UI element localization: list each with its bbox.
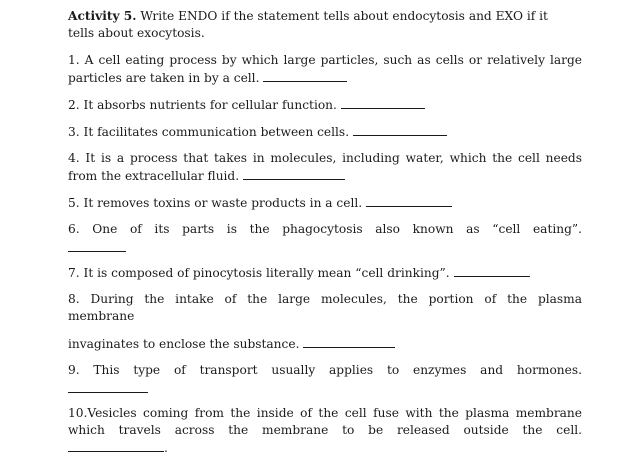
item-4-line-1: 4. It is a process that takes in molecules, including water, which the cell needs xyxy=(68,151,582,165)
activity-instructions-cont: tells about exocytosis. xyxy=(68,26,205,40)
item-5-text: 5. It removes toxins or waste products in a cell. xyxy=(68,196,363,210)
item-6: 6. One of its parts is the phagocytosis also known as “cell eating”. xyxy=(68,222,582,236)
item-8-answer-blank[interactable] xyxy=(303,335,395,348)
activity-instructions-text: Write ENDO if the statement tells about endocytosis and EXO if it xyxy=(140,9,548,23)
item-3 xyxy=(68,123,582,142)
item-3-answer-blank[interactable] xyxy=(353,123,447,136)
item-5-answer-blank[interactable] xyxy=(366,194,452,207)
item-3-text: 3. It facilitates communication between cells. xyxy=(68,125,350,139)
item-2-text: 2. It absorbs nutrients for cellular function. xyxy=(68,98,337,112)
item-2-answer-blank[interactable] xyxy=(341,96,425,109)
item-4-answer-blank[interactable] xyxy=(243,167,345,180)
item-7 xyxy=(68,264,582,283)
activity-instructions xyxy=(68,8,582,26)
item-7-text: 7. It is composed of pinocytosis literally mean “cell drinking”. xyxy=(68,266,450,280)
item-1-line-2 xyxy=(68,69,582,88)
item-10-end-period: . xyxy=(164,441,168,455)
item-8-text: invaginates to enclose the substance. xyxy=(68,337,300,351)
item-8-line-1: 8. During the intake of the large molecules, the portion of the plasma xyxy=(68,292,582,306)
item-2 xyxy=(68,96,582,115)
item-4-line-2 xyxy=(68,167,582,186)
item-9: 9. This type of transport usually applies to enzymes and hormones. xyxy=(68,363,582,377)
activity-label: Activity 5. xyxy=(68,9,137,23)
item-8-line-2: membrane xyxy=(68,309,135,323)
item-4-text: from the extracellular fluid. xyxy=(68,169,240,183)
item-8-line-3 xyxy=(68,335,582,354)
item-10-line-1: 10.Vesicles coming from the inside of the cell fuse with the plasma membrane xyxy=(68,406,582,420)
item-10-line-2: which travels across the membrane to be released outside the cell. xyxy=(68,423,582,437)
item-6-answer-blank[interactable] xyxy=(68,251,126,252)
item-1-line-1: 1. A cell eating process by which large particles, such as cells or relatively large xyxy=(68,53,582,67)
item-9-answer-blank[interactable] xyxy=(68,392,148,393)
item-7-answer-blank[interactable] xyxy=(454,264,530,277)
item-10-answer-blank[interactable] xyxy=(68,451,164,452)
item-1-answer-blank[interactable] xyxy=(263,69,347,82)
item-1-text: particles are taken in by a cell. xyxy=(68,71,260,85)
item-5 xyxy=(68,194,582,213)
